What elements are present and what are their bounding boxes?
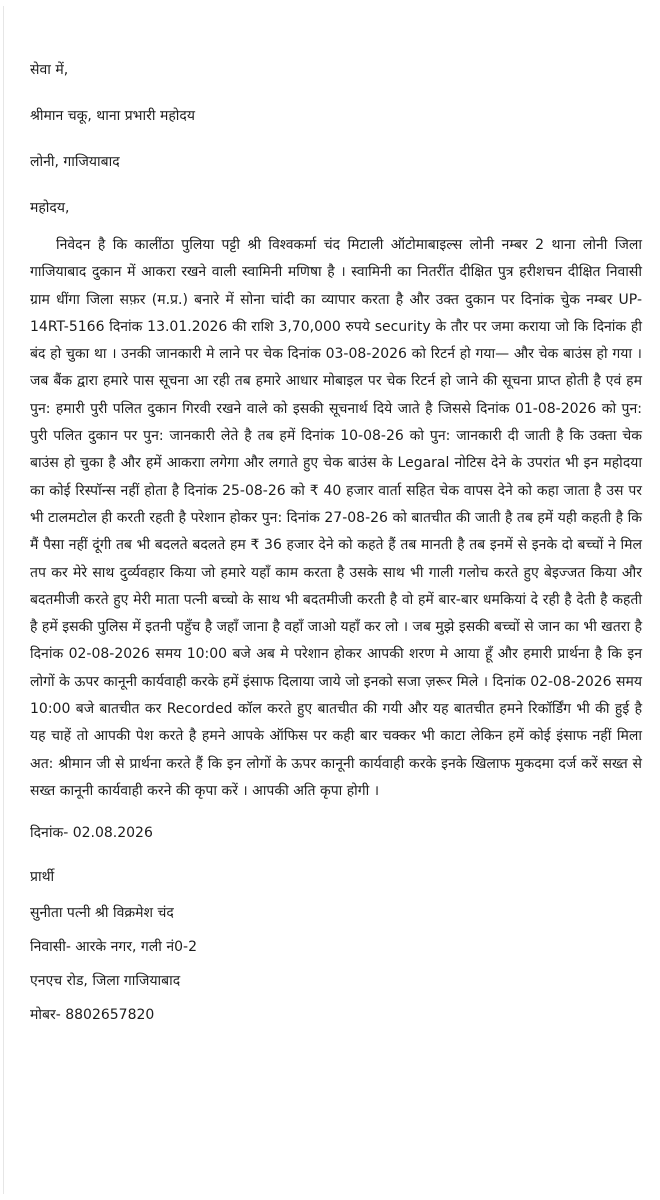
signer-address-line-2: एनएच रोड, जिला गाजियाबाद (30, 973, 181, 990)
addressee-location: लोनी, गाजियाबाद (30, 154, 120, 170)
addressee-line: श्रीमान चकू, थाना प्रभारी महोदय (30, 108, 195, 124)
signer-address-line-1: निवासी- आरके नगर, गली नं0-2 (30, 939, 197, 956)
salutation: महोदय, (30, 200, 70, 216)
letter-body: निवेदन है कि कालींठा पुलिया पट्टी श्री विश्वकर्मा चंद मिटाली ऑटोमाबाइल्स लोनी नम्बर 2 थाना लोनी जिला गाजियाबाद दुकान में आकरा रखने वाली स्वामिनी मणिषा है । स्वामिनी का नितरींत दीक्षित पुत्र हरीशचन दीक्षित निवासी ग्राम धींगा जिला सफ़र (म.प्र.) बनारे में सोना चांदी का व्यापार करता है और उक्त दुकान पर दिनांक चुेक नम्बर UP-14RT-5166 दिनांक 13.01.2026 की राशि 3,70,000 रुपये security के तौर पर जमा कराया जो कि दिनांक ही बंद हो चुका था । उनकी जानकारी मे लाने पर चेक दिनांक 03-08-2026 को रिटर्न हो गया— और चेक बाउंस हो गया । जब बैंक द्वारा हमारे पास सूचना आ रही तब हमारे आधार मोबाइल पर चेक रिटर्न हो जाने की सूचना प्राप्त होती है एवं हम पुन: हमारी पुरी पलित दुकान गिरवी रखने वाले को इसकी सूचनार्थ दिये जाते है जिससे दिनांक 01-08-2026 को पुन: पुरी पलित दुकान पर पुन: जानकारी लेते है तब हमें दिनांक 10-08-26 को पुन: जानकारी दी जाती है कि उक्ता चेक बाउंस हो चुका है और हमें आकराा लगेगा और लगाते हुए चेक बाउंस के Legaral नोटिस देने के उपरांत भी इन महोदया का कोई रिस्पॉन्स नहीं होता है दिनांक 25-08-26 को ₹ 40 हजार वार्ता सहित चेक वापस देने को कहा जाता है उस पर भी टालमटोल ही करती रहती है परेशान होकर पुन: दिनांक 27-08-26 को बातचीत की जाती है तब हमें यही कहती है कि मैं पैसा नहीं दूंगी तब भी बदलते बदलते हम ₹ 36 हजार देने को कहते हैं तब मानती है तब इनमें से इनके दो बच्चों ने मिल तप कर मेरे साथ दुर्व्यवहार किया जो हमारे यहाँ काम करता है उसके साथ भी गाली गलोच करते हुए बेइज्जत किया और बदतमीजी करते हुए मेरी माता पत्नी बच्चो के साथ भी बदतमीजी करती है वो हमें बार-बार धमकियां दे रही है देती है कहती है हमें इसकी पुलिस में इतनी पहुँच है जहाँ जाना है वहाँ जाओ यहाँ कर लो । जब मुझे इसकी बच्चों से जान का भी खतरा है दिनांक 02-08-2026 समय 10:00 बजे अब मे परेशान होकर आपकी शरण मे आया हूँ और हमारी प्रार्थना है कि इन लोगों के ऊपर कानूनी कार्यवाही करके हमें इंसाफ दिलाया जाये जो इनको सजा ज़रूर मिले । दिनांक 02-08-2026 समय 10:00 बजे बातचीत कर Recorded कॉल करते हुए बातचीत की गयी और यह बातचीत हमने रिकॉर्डिंग भी की हुई है यह चाहें तो आपकी पेश करते है हमने आपके ऑफिस पर कही बार चक्कर भी काटा लेकिन हमें कोई इंसाफ नहीं मिला अत: श्रीमान जी से प्रार्थना करते हैं कि इन लोगों के ऊपर कानूनी कार्यवाही करके इनके खिलाफ मुकदमा दर्ज करें सख्त से सख्त कानूनी कार्यवाही करने की कृपा करें । आपकी अति कृपा होगी । (30, 237, 642, 799)
letter-date: दिनांक- 02.08.2026 (30, 825, 153, 842)
applicant-label: प्रार्थी (30, 869, 55, 886)
signer-name: सुनीता पत्नी श्री विक्रमेश चंद (30, 905, 174, 922)
signer-mobile: मोबर- 8802657820 (30, 1007, 155, 1024)
recipient-salutation-line: सेवा में, (30, 62, 69, 78)
